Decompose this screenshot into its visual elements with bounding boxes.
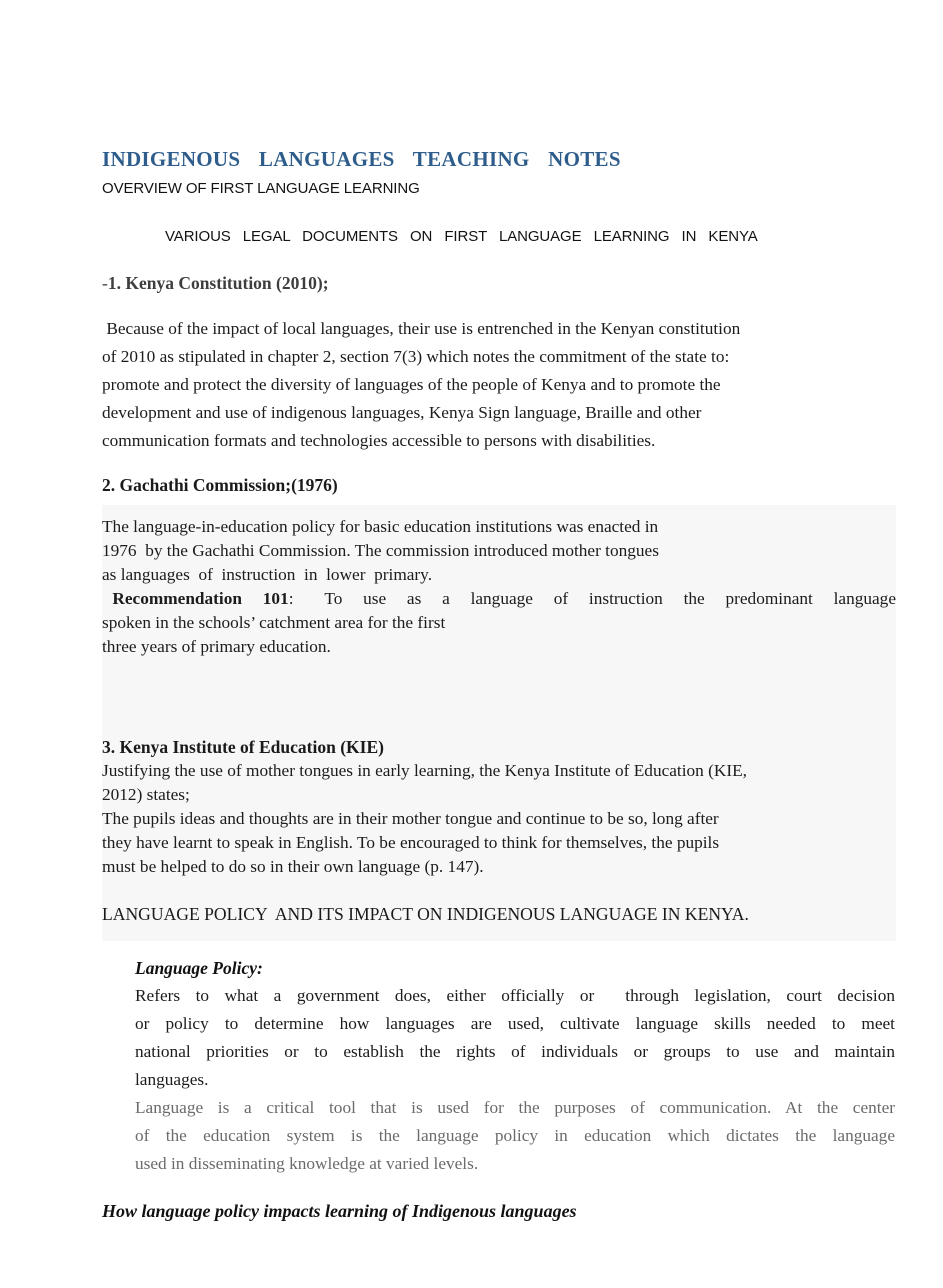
text-line: spoken in the schools’ catchment area for the first [102, 613, 446, 632]
recommendation-line [102, 587, 896, 611]
text-line: must be helped to do so in their own language (p. 147). [102, 857, 484, 876]
text-line: The language-in-education policy for basic education institutions was enacted in [102, 517, 659, 536]
text-line: Because of the impact of local languages, their use is entrenched in the Kenyan constitution [102, 319, 741, 338]
text-line: 1976 by the Gachathi Commission. The commission introduced mother tongues [102, 541, 659, 560]
text-line: languages. [135, 1070, 209, 1089]
recommendation-label: Recommendation 101 [102, 589, 289, 608]
text-line: they have learnt to speak in English. To be encouraged to think for themselves, the pupils [102, 833, 720, 852]
doc-subtitle: OVERVIEW OF FIRST LANGUAGE LEARNING [102, 180, 420, 197]
doc-title: INDIGENOUS LANGUAGES TEACHING NOTES [102, 147, 621, 171]
text-line: used in disseminating knowledge at varied levels. [135, 1154, 479, 1173]
text-line: of the education system is the language policy in education which dictates the language [135, 1126, 895, 1145]
language-policy-caps-heading: LANGUAGE POLICY AND ITS IMPACT ON INDIGENOUS LANGUAGE IN KENYA. [102, 904, 749, 924]
language-policy-definition [135, 982, 895, 1094]
heading-dash: - [102, 273, 108, 293]
text-line: Language is a critical tool that is used for the purposes of communication. At the center [135, 1098, 895, 1117]
text-line: Justifying the use of mother tongues in early learning, the Kenya Institute of Education (KIE, [102, 761, 748, 780]
text-line: of 2010 as stipulated in chapter 2, section 7(3) which notes the commitment of the state to: [102, 347, 730, 366]
highlight-block [102, 505, 896, 941]
section-3-heading: 3. Kenya Institute of Education (KIE) [102, 737, 384, 757]
recommendation-continuation [102, 611, 896, 659]
section-3-paragraph [102, 759, 896, 879]
section-2-paragraph [102, 515, 896, 587]
text-line: as languages of instruction in lower primary. [102, 565, 433, 584]
text-line: The pupils ideas and thoughts are in their mother tongue and continue to be so, long after [102, 809, 719, 828]
text-line: or policy to determine how languages are used, cultivate language skills needed to meet [135, 1014, 895, 1033]
language-policy-muted-paragraph [135, 1094, 895, 1178]
text-line: three years of primary education. [102, 637, 331, 656]
footer-heading: How language policy impacts learning of Indigenous languages [102, 1201, 577, 1221]
recommendation-text: : To use as a language of instruction the predominant language [288, 589, 896, 608]
doc-subheading: VARIOUS LEGAL DOCUMENTS ON FIRST LANGUAGE LEARNING IN KENYA [165, 228, 758, 245]
section-2-heading: 2. Gachathi Commission;(1976) [102, 475, 338, 495]
text-line: national priorities or to establish the rights of individuals or groups to use and maintain [135, 1042, 895, 1061]
text-line: Refers to what a government does, either officially or through legislation, court decision [135, 986, 895, 1005]
text-line: promote and protect the diversity of languages of the people of Kenya and to promote the [102, 375, 721, 394]
section-1-heading-text: 1. Kenya Constitution (2010); [107, 273, 329, 293]
text-line: 2012) states; [102, 785, 190, 804]
text-line: development and use of indigenous languages, Kenya Sign language, Braille and other [102, 403, 702, 422]
section-1-paragraph [102, 315, 896, 455]
language-policy-subheading: Language Policy: [135, 958, 263, 978]
text-line: communication formats and technologies accessible to persons with disabilities. [102, 431, 656, 450]
language-policy-block [135, 954, 895, 1178]
section-1-heading [102, 272, 896, 294]
